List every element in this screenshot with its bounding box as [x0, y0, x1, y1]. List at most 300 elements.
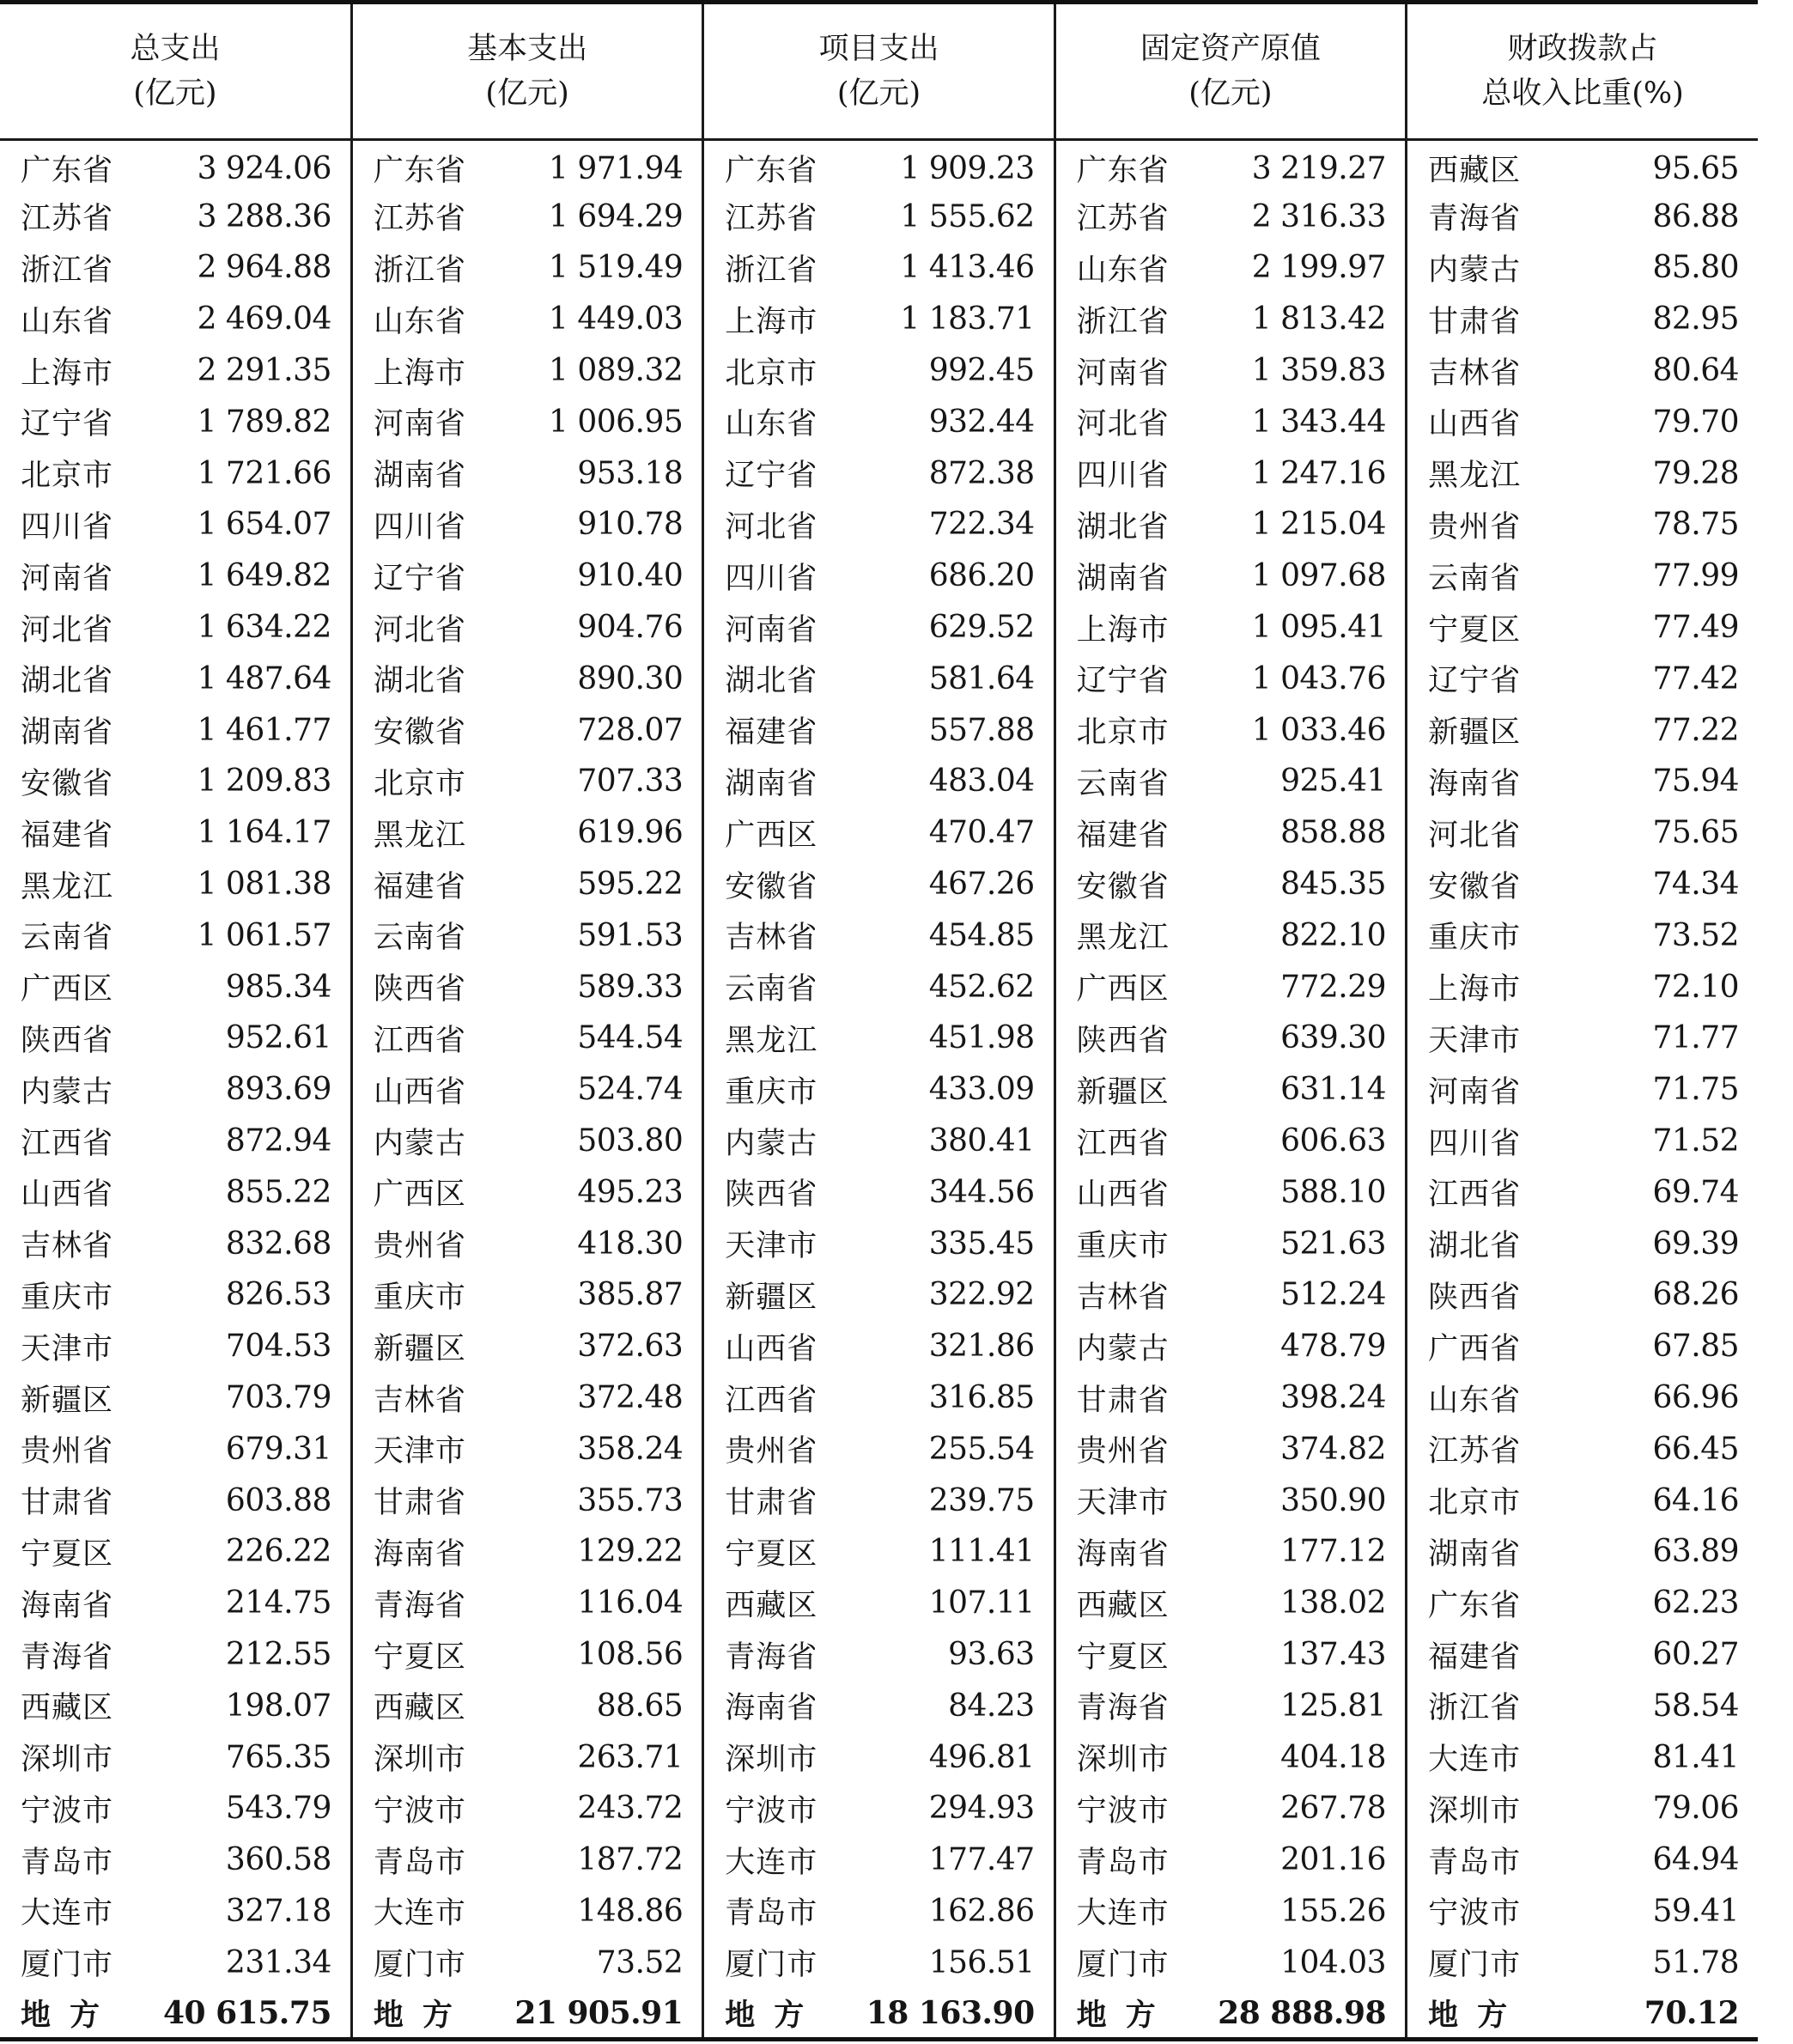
cell-fixed-assets	[1055, 242, 1406, 294]
cell-basic-expenditure	[351, 1783, 702, 1834]
region-name: 河北省	[1428, 818, 1522, 853]
cell-fixed-assets	[1055, 1116, 1406, 1167]
cell-total-expenditure	[0, 909, 351, 961]
cell-total-expenditure	[0, 1629, 351, 1681]
region-name: 青海省	[725, 1639, 818, 1675]
region-value: 855.22	[225, 1174, 331, 1210]
region-value: 79.70	[1652, 404, 1739, 440]
region-name: 宁波市	[1428, 1896, 1522, 1931]
region-value: 2 316.33	[1251, 198, 1387, 234]
table-row	[0, 242, 1758, 294]
cell-basic-expenditure	[351, 294, 702, 345]
region-name: 厦门市	[373, 1948, 466, 1983]
header-label: 基本支出	[467, 32, 588, 66]
cell-fiscal-share	[1407, 961, 1758, 1013]
region-value: 1 413.46	[900, 250, 1035, 286]
region-name: 江苏省	[373, 202, 466, 237]
region-name: 新疆区	[1076, 1074, 1170, 1110]
region-value: 1 649.82	[197, 558, 331, 594]
cell-basic-expenditure	[351, 1166, 702, 1218]
region-name: 辽宁省	[725, 459, 818, 494]
cell-project-expenditure	[703, 1834, 1055, 1886]
cell-fixed-assets	[1055, 704, 1406, 756]
region-name: 西藏区	[21, 1691, 114, 1726]
region-value: 893.69	[225, 1072, 331, 1108]
cell-project-expenditure	[703, 1372, 1055, 1424]
cell-basic-expenditure	[351, 447, 702, 499]
region-value: 73.52	[1652, 917, 1739, 953]
table-row	[0, 1731, 1758, 1783]
region-value: 263.71	[577, 1739, 684, 1775]
region-value: 581.64	[928, 660, 1035, 697]
region-name: 陕西省	[1076, 1023, 1170, 1058]
region-value: 385.87	[577, 1277, 684, 1313]
region-name: 四川省	[1428, 1126, 1522, 1161]
region-name: 江西省	[373, 1023, 466, 1058]
region-value: 704.53	[225, 1329, 331, 1365]
region-value: 74.34	[1652, 867, 1739, 903]
table-row	[0, 551, 1758, 602]
region-value: 1 555.62	[900, 198, 1035, 234]
region-value: 478.79	[1280, 1329, 1387, 1365]
header-unit: 总收入比重(%)	[1481, 76, 1684, 111]
cell-fixed-assets	[1055, 1166, 1406, 1218]
cell-project-expenditure	[703, 294, 1055, 345]
region-value: 398.24	[1280, 1380, 1387, 1416]
region-name: 河南省	[725, 612, 818, 648]
region-name: 宁波市	[21, 1793, 114, 1828]
cell-project-expenditure	[703, 1064, 1055, 1116]
region-value: 138.02	[1280, 1585, 1387, 1621]
region-value: 21 905.91	[514, 1994, 684, 2031]
region-value: 686.20	[928, 558, 1035, 594]
region-name: 天津市	[1076, 1486, 1170, 1521]
region-name: 上海市	[1428, 972, 1522, 1007]
cell-project-expenditure	[703, 859, 1055, 910]
region-value: 872.94	[225, 1123, 331, 1159]
region-value: 521.63	[1280, 1226, 1387, 1262]
region-value: 1 909.23	[900, 150, 1035, 186]
region-name: 安徽省	[373, 715, 466, 751]
region-value: 679.31	[225, 1431, 331, 1467]
region-value: 80.64	[1652, 353, 1739, 389]
cell-basic-expenditure	[351, 1013, 702, 1064]
region-value: 322.92	[928, 1277, 1035, 1313]
region-name: 浙江省	[725, 252, 818, 288]
region-name: 重庆市	[725, 1074, 818, 1110]
region-value: 59.41	[1652, 1893, 1739, 1929]
table-row	[0, 704, 1758, 756]
region-value: 294.93	[928, 1791, 1035, 1827]
region-name: 贵州省	[725, 1434, 818, 1469]
cell-basic-expenditure	[351, 1937, 702, 1988]
region-name: 大连市	[725, 1845, 818, 1880]
cell-project-expenditure	[703, 1423, 1055, 1475]
region-name: 西藏区	[1076, 1588, 1170, 1623]
cell-total-expenditure	[0, 653, 351, 704]
region-name: 甘肃省	[21, 1486, 114, 1521]
cell-project-expenditure	[703, 807, 1055, 859]
cell-total-expenditure	[0, 447, 351, 499]
region-name: 河南省	[21, 561, 114, 596]
cell-fiscal-share	[1407, 909, 1758, 961]
cell-fiscal-share	[1407, 1578, 1758, 1629]
region-name: 新疆区	[725, 1280, 818, 1315]
region-value: 104.03	[1280, 1944, 1387, 1980]
region-name: 浙江省	[21, 252, 114, 288]
region-value: 985.34	[225, 969, 331, 1005]
region-name: 青海省	[1428, 202, 1522, 237]
cell-project-expenditure	[703, 653, 1055, 704]
cell-fiscal-share	[1407, 1783, 1758, 1834]
region-name: 福建省	[373, 869, 466, 904]
region-value: 72.10	[1652, 969, 1739, 1005]
region-value: 85.80	[1652, 250, 1739, 286]
cell-project-expenditure	[703, 551, 1055, 602]
region-name: 北京市	[1428, 1486, 1522, 1521]
cell-total-expenditure	[0, 396, 351, 447]
cell-fixed-assets	[1055, 807, 1406, 859]
cell-fixed-assets	[1055, 140, 1406, 192]
cell-fiscal-share	[1407, 1064, 1758, 1116]
region-name: 吉林省	[725, 921, 818, 956]
region-name: 贵州省	[1428, 509, 1522, 544]
header-unit: (亿元)	[836, 76, 921, 111]
cell-project-expenditure	[703, 499, 1055, 551]
region-value: 79.28	[1652, 455, 1739, 491]
region-name: 山西省	[1428, 407, 1522, 442]
cell-basic-expenditure	[351, 1886, 702, 1938]
region-value: 454.85	[928, 917, 1035, 953]
cell-basic-expenditure	[351, 1526, 702, 1578]
region-value: 73.52	[596, 1944, 684, 1980]
region-value: 51.78	[1652, 1944, 1739, 1980]
region-name: 江西省	[21, 1126, 114, 1161]
region-value: 953.18	[577, 455, 684, 491]
region-name: 福建省	[21, 818, 114, 853]
cell-fixed-assets	[1055, 1886, 1406, 1938]
region-value: 703.79	[225, 1380, 331, 1416]
cell-fixed-assets	[1055, 1064, 1406, 1116]
region-name: 河北省	[725, 509, 818, 544]
cell-fiscal-share	[1407, 1013, 1758, 1064]
region-name: 上海市	[1076, 612, 1170, 648]
cell-total-expenditure	[0, 859, 351, 910]
region-value: 81.41	[1652, 1739, 1739, 1775]
region-value: 512.24	[1280, 1277, 1387, 1313]
region-value: 243.72	[577, 1791, 684, 1827]
region-value: 58.54	[1652, 1688, 1739, 1724]
region-value: 1 183.71	[900, 301, 1035, 338]
cell-basic-expenditure	[351, 961, 702, 1013]
region-name: 上海市	[373, 356, 466, 391]
region-value: 116.04	[577, 1585, 684, 1621]
region-value: 60.27	[1652, 1637, 1739, 1672]
region-value: 95.65	[1652, 150, 1739, 186]
cell-fiscal-share	[1407, 294, 1758, 345]
cell-fixed-assets	[1055, 1834, 1406, 1886]
region-name: 湖南省	[725, 766, 818, 801]
region-name: 吉林省	[1428, 356, 1522, 391]
region-value: 904.76	[577, 610, 684, 646]
region-value: 77.22	[1652, 712, 1739, 748]
cell-project-expenditure	[703, 1886, 1055, 1938]
region-name: 北京市	[1076, 715, 1170, 751]
cell-project-expenditure	[703, 1116, 1055, 1167]
region-name: 青岛市	[1076, 1845, 1170, 1880]
table-row	[0, 653, 1758, 704]
region-name: 重庆市	[1076, 1229, 1170, 1264]
cell-basic-expenditure	[351, 1834, 702, 1886]
region-value: 452.62	[928, 969, 1035, 1005]
region-name: 新疆区	[21, 1383, 114, 1418]
region-value: 467.26	[928, 867, 1035, 903]
region-name: 重庆市	[1428, 921, 1522, 956]
cell-total-expenditure	[0, 1680, 351, 1731]
cell-fixed-assets	[1055, 1937, 1406, 1988]
cell-total-expenditure	[0, 1013, 351, 1064]
cell-project-expenditure	[703, 1783, 1055, 1834]
cell-total-expenditure	[0, 1166, 351, 1218]
region-name: 山西省	[373, 1074, 466, 1110]
region-name: 四川省	[21, 509, 114, 544]
cell-basic-expenditure	[351, 756, 702, 807]
cell-fixed-assets	[1055, 1013, 1406, 1064]
cell-total-expenditure	[0, 1218, 351, 1269]
cell-total-expenditure	[0, 1526, 351, 1578]
cell-fixed-assets	[1055, 1218, 1406, 1269]
region-value: 765.35	[225, 1739, 331, 1775]
table-row	[0, 1886, 1758, 1938]
table-row	[0, 1834, 1758, 1886]
region-value: 3 924.06	[197, 150, 331, 186]
region-value: 3 288.36	[197, 198, 331, 234]
cell-total-expenditure	[0, 704, 351, 756]
region-name: 重庆市	[373, 1280, 466, 1315]
cell-fiscal-share	[1407, 1321, 1758, 1372]
region-name: 黑龙江	[1428, 459, 1522, 494]
region-name: 广东省	[725, 154, 818, 189]
region-name: 安徽省	[21, 766, 114, 801]
cell-fiscal-share	[1407, 807, 1758, 859]
cell-total-expenditure	[0, 1064, 351, 1116]
region-value: 543.79	[225, 1791, 331, 1827]
cell-basic-expenditure	[351, 704, 702, 756]
region-value: 67.85	[1652, 1329, 1739, 1365]
region-value: 212.55	[225, 1637, 331, 1672]
region-name: 地方	[725, 1997, 824, 2033]
region-name: 山东省	[373, 304, 466, 339]
region-value: 68.26	[1652, 1277, 1739, 1313]
region-value: 629.52	[928, 610, 1035, 646]
region-name: 上海市	[21, 356, 114, 391]
header-label: 总支出	[130, 32, 221, 66]
region-name: 陕西省	[373, 972, 466, 1007]
region-name: 云南省	[1428, 561, 1522, 596]
region-name: 辽宁省	[373, 561, 466, 596]
cell-total-expenditure	[0, 961, 351, 1013]
cell-fixed-assets	[1055, 1680, 1406, 1731]
region-name: 甘肃省	[1076, 1383, 1170, 1418]
table-row	[0, 140, 1758, 192]
cell-basic-expenditure	[351, 1475, 702, 1526]
cell-total-expenditure	[0, 1834, 351, 1886]
region-value: 925.41	[1280, 763, 1387, 800]
table-row	[0, 602, 1758, 654]
region-name: 河北省	[21, 612, 114, 648]
cell-fiscal-share	[1407, 1218, 1758, 1269]
cell-project-expenditure	[703, 1166, 1055, 1218]
region-name: 江苏省	[21, 202, 114, 237]
region-value: 162.86	[928, 1893, 1035, 1929]
region-value: 992.45	[928, 353, 1035, 389]
cell-fiscal-share	[1407, 1834, 1758, 1886]
region-name: 甘肃省	[725, 1486, 818, 1521]
region-value: 156.51	[928, 1944, 1035, 1980]
region-value: 71.52	[1652, 1123, 1739, 1159]
region-value: 1 215.04	[1251, 507, 1387, 543]
region-name: 内蒙古	[21, 1074, 114, 1110]
region-name: 青岛市	[725, 1896, 818, 1931]
region-value: 631.14	[1280, 1072, 1387, 1108]
cell-total-expenditure	[0, 345, 351, 397]
region-value: 470.47	[928, 815, 1035, 851]
region-name: 江苏省	[1428, 1434, 1522, 1469]
cell-fiscal-share	[1407, 191, 1758, 242]
cell-project-expenditure	[703, 1731, 1055, 1783]
table-row	[0, 294, 1758, 345]
region-name: 云南省	[725, 972, 818, 1007]
region-value: 1 097.68	[1251, 558, 1387, 594]
cell-project-expenditure	[703, 396, 1055, 447]
header-basic-expenditure	[351, 3, 702, 140]
region-name: 吉林省	[1076, 1280, 1170, 1315]
region-name: 辽宁省	[1428, 664, 1522, 699]
region-name: 湖北省	[725, 664, 818, 699]
region-value: 214.75	[225, 1585, 331, 1621]
cell-fiscal-share	[1407, 756, 1758, 807]
region-name: 陕西省	[1428, 1280, 1522, 1315]
region-value: 495.23	[577, 1174, 684, 1210]
region-value: 198.07	[225, 1688, 331, 1724]
region-value: 335.45	[928, 1226, 1035, 1262]
cell-total-expenditure	[0, 1269, 351, 1321]
header-unit: (亿元)	[485, 76, 569, 111]
region-value: 75.94	[1652, 763, 1739, 800]
cell-fixed-assets	[1055, 396, 1406, 447]
cell-total-expenditure	[0, 807, 351, 859]
region-name: 海南省	[1428, 766, 1522, 801]
region-name: 山西省	[725, 1331, 818, 1366]
region-value: 64.94	[1652, 1842, 1739, 1878]
region-name: 黑龙江	[725, 1023, 818, 1058]
region-name: 青海省	[1076, 1691, 1170, 1726]
region-value: 822.10	[1280, 917, 1387, 953]
region-name: 西藏区	[373, 1691, 466, 1726]
cell-fixed-assets	[1055, 859, 1406, 910]
region-value: 589.33	[577, 969, 684, 1005]
region-value: 418.30	[577, 1226, 684, 1262]
region-name: 厦门市	[1428, 1948, 1522, 1983]
cell-project-expenditure	[703, 1475, 1055, 1526]
cell-basic-expenditure	[351, 1629, 702, 1681]
region-name: 山西省	[1076, 1177, 1170, 1213]
cell-total-expenditure	[0, 756, 351, 807]
region-name: 宁夏区	[725, 1536, 818, 1572]
header-row	[0, 3, 1758, 140]
cell-basic-expenditure	[351, 909, 702, 961]
region-value: 1 061.57	[197, 917, 331, 953]
region-name: 天津市	[725, 1229, 818, 1264]
cell-fixed-assets	[1055, 961, 1406, 1013]
region-value: 1 164.17	[197, 815, 331, 851]
cell-fiscal-share	[1407, 1886, 1758, 1938]
region-name: 天津市	[373, 1434, 466, 1469]
region-value: 1 519.49	[548, 250, 684, 286]
cell-total-expenditure	[0, 551, 351, 602]
cell-project-expenditure	[703, 1321, 1055, 1372]
cell-fiscal-share	[1407, 499, 1758, 551]
cell-fixed-assets	[1055, 1629, 1406, 1681]
region-name: 山东省	[1076, 252, 1170, 288]
cell-fixed-assets	[1055, 1269, 1406, 1321]
region-name: 辽宁省	[1076, 664, 1170, 699]
region-value: 78.75	[1652, 507, 1739, 543]
cell-fiscal-share	[1407, 704, 1758, 756]
cell-basic-expenditure	[351, 551, 702, 602]
region-name: 广西区	[1076, 972, 1170, 1007]
region-name: 江西省	[1076, 1126, 1170, 1161]
region-name: 安徽省	[1428, 869, 1522, 904]
cell-total-expenditure	[0, 1321, 351, 1372]
region-value: 40 615.75	[162, 1994, 331, 2031]
table-row	[0, 1064, 1758, 1116]
region-value: 1 971.94	[548, 150, 684, 186]
region-value: 3 219.27	[1251, 150, 1387, 186]
region-value: 70.12	[1644, 1994, 1739, 2031]
region-value: 86.88	[1652, 198, 1739, 234]
region-value: 1 081.38	[197, 867, 331, 903]
cell-total-expenditure	[0, 1988, 351, 2040]
cell-fixed-assets	[1055, 1783, 1406, 1834]
region-value: 1 209.83	[197, 763, 331, 800]
cell-total-expenditure	[0, 140, 351, 192]
region-value: 187.72	[577, 1842, 684, 1878]
region-value: 107.11	[928, 1585, 1035, 1621]
table-row	[0, 859, 1758, 910]
region-name: 上海市	[725, 304, 818, 339]
region-value: 1 634.22	[197, 610, 331, 646]
table-row	[0, 1475, 1758, 1526]
region-value: 483.04	[928, 763, 1035, 800]
cell-fiscal-share	[1407, 653, 1758, 704]
table-row	[0, 1783, 1758, 1834]
cell-project-expenditure	[703, 191, 1055, 242]
table-row	[0, 961, 1758, 1013]
region-value: 952.61	[225, 1020, 331, 1056]
table-row	[0, 191, 1758, 242]
region-value: 910.78	[577, 507, 684, 543]
region-value: 1 449.03	[548, 301, 684, 338]
region-name: 江苏省	[725, 202, 818, 237]
region-value: 231.34	[225, 1944, 331, 1980]
region-value: 1 359.83	[1251, 353, 1387, 389]
cell-fiscal-share	[1407, 1475, 1758, 1526]
cell-fixed-assets	[1055, 1526, 1406, 1578]
cell-basic-expenditure	[351, 807, 702, 859]
region-name: 大连市	[373, 1896, 466, 1931]
table-row	[0, 1680, 1758, 1731]
